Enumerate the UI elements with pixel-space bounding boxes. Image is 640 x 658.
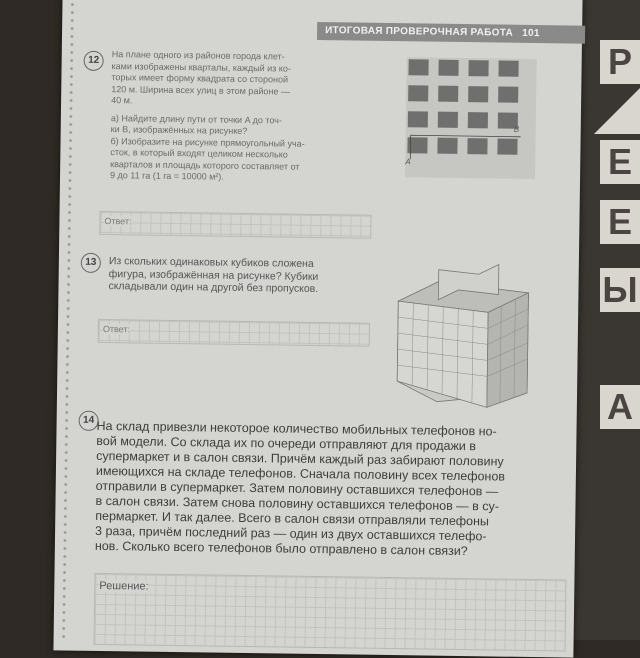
text-line: 120 м. Ширина всех улиц в этом районе — bbox=[111, 83, 290, 97]
worksheet-page bbox=[53, 0, 582, 658]
text-line: фигура, изображённая на рисунке? Кубики bbox=[108, 267, 319, 283]
text-line: На плане одного из районов города клет- bbox=[111, 49, 285, 62]
city-plan-figure bbox=[405, 57, 537, 179]
point-b-label: B bbox=[513, 124, 520, 134]
side-letter: Ы bbox=[600, 268, 640, 312]
text-line: На склад привезли некоторое количество мобильных телефонов но- bbox=[96, 418, 497, 439]
text-line: ки B, изображённых на рисунке? bbox=[110, 124, 248, 136]
task13-text bbox=[108, 255, 408, 297]
text-line: супермаркет и в салон связи. Причём каждый раз забирают половину bbox=[96, 448, 504, 469]
text-line: вой модели. Со склада их по очереди отправляют для продажи в bbox=[96, 433, 477, 454]
cube-figure bbox=[387, 261, 539, 413]
task14-text bbox=[95, 419, 577, 561]
solution-label: Решение: bbox=[99, 579, 149, 593]
text-line: торых имеет форму квадрата со стороной bbox=[111, 72, 289, 85]
side-letter: А bbox=[600, 385, 640, 429]
point-a-label: A bbox=[405, 157, 411, 167]
side-triangle-shape bbox=[594, 88, 640, 134]
text-line: имеющихся на складе телефонов. Сначала половину всех телефонов bbox=[95, 463, 506, 484]
text-line: складывали один на другой без пропусков. bbox=[108, 280, 319, 295]
page-header bbox=[317, 22, 585, 44]
path-line bbox=[405, 57, 537, 179]
text-line: б) Изобразите на рисунке прямоугольный уча- bbox=[110, 135, 305, 149]
text-line: 9 до 11 га (1 га = 10000 м²). bbox=[109, 170, 224, 182]
text-line: в салон связи. Затем снова половину оставшихся телефонов — в су- bbox=[95, 493, 500, 514]
header-page-number: 101 bbox=[522, 27, 540, 40]
answer-label: Ответ: bbox=[102, 323, 131, 335]
text-line: нов. Сколько всего телефонов было отправлено в салон связи? bbox=[94, 538, 468, 559]
text-line: сток, в который входят целиком несколько bbox=[110, 147, 288, 160]
answer-box[interactable] bbox=[99, 211, 371, 239]
answer-label: Ответ: bbox=[104, 216, 132, 227]
task-number: 12 bbox=[84, 51, 104, 71]
text-line: 40 м. bbox=[111, 95, 133, 106]
side-letter: Е bbox=[600, 200, 640, 244]
task-number: 14 bbox=[78, 411, 98, 431]
side-letter: Е bbox=[600, 140, 640, 184]
text-line: ками изображены кварталы, каждый из ко- bbox=[111, 60, 291, 74]
task12-text bbox=[110, 49, 392, 185]
answer-box[interactable] bbox=[98, 319, 370, 347]
header-title: ИТОГОВАЯ ПРОВЕРОЧНАЯ РАБОТА bbox=[325, 25, 514, 39]
text-line: отправили в супермаркет. Затем половину оставшихся телефонов — bbox=[95, 478, 499, 499]
text-line: Из скольких одинаковых кубиков сложена bbox=[108, 255, 314, 270]
perforation-dots bbox=[62, 1, 75, 641]
side-letter: Р bbox=[600, 40, 640, 84]
text-line: а) Найдите длину пути от точки A до точ- bbox=[110, 112, 282, 125]
task-number: 13 bbox=[81, 253, 101, 273]
text-line: пермаркет. И так далее. Всего в салон связи отправляли телефоны bbox=[95, 508, 490, 529]
text-line: 3 раза, причём последний раз — один из двух оставшихся телефо- bbox=[94, 523, 487, 544]
text-line: кварталов и площадь которого составляет от bbox=[110, 158, 300, 172]
